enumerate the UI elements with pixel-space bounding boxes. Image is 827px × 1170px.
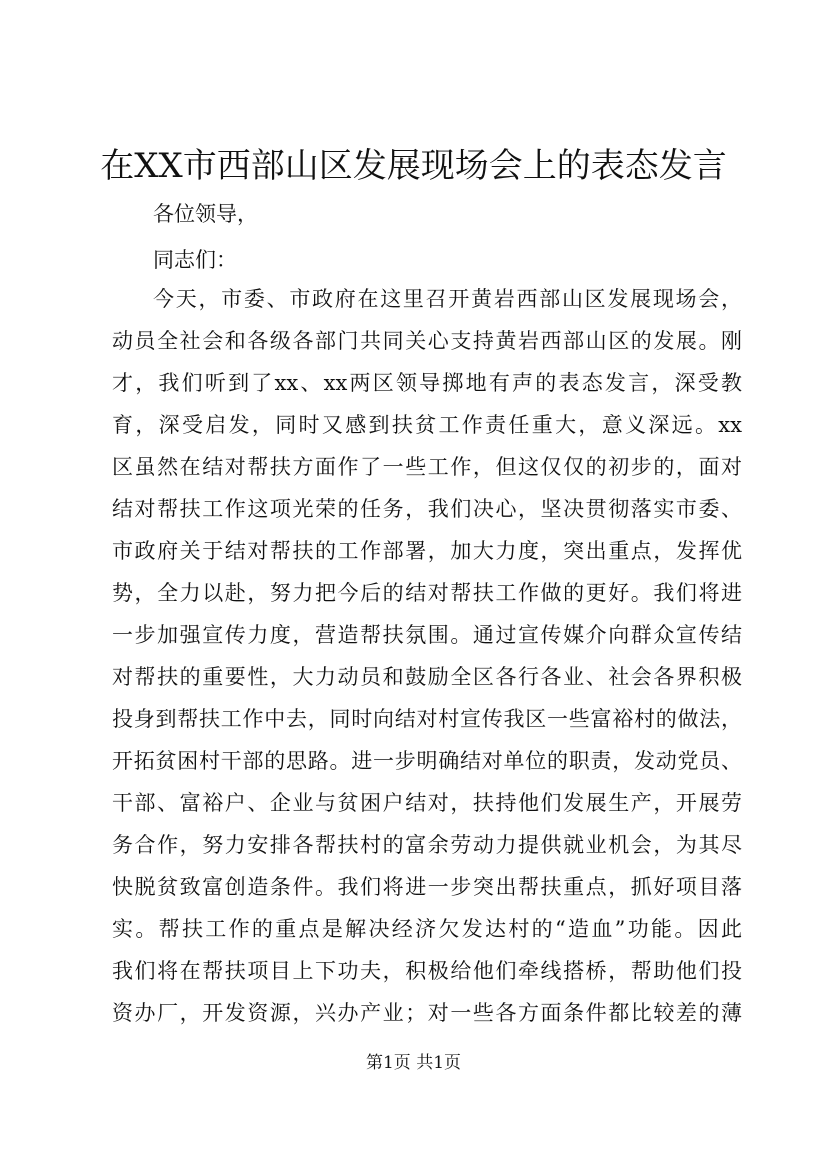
body-line: 干部、富裕户、企业与贫困户结对，扶持他们发展生产，开展劳 <box>112 791 742 815</box>
body-line: 今天，市委、市政府在这里召开黄岩西部山区发展现场会， <box>153 287 742 311</box>
salutation-leaders: 各位领导， <box>153 202 258 226</box>
salutation-comrades: 同志们： <box>153 248 237 272</box>
body-line: 一步加强宣传力度，营造帮扶氛围。通过宣传媒介向群众宣传结 <box>112 623 742 647</box>
body-line: 资办厂，开发资源，兴办产业；对一些各方面条件都比较差的薄 <box>112 1001 742 1025</box>
body-line: 才，我们听到了xx、xx两区领导掷地有声的表态发言，深受教 <box>112 371 742 395</box>
body-line: 区虽然在结对帮扶方面作了一些工作，但这仅仅的初步的，面对 <box>112 455 742 479</box>
body-line: 快脱贫致富创造条件。我们将进一步突出帮扶重点，抓好项目落 <box>112 875 742 899</box>
body-line: 动员全社会和各级各部门共同关心支持黄岩西部山区的发展。刚 <box>112 329 742 353</box>
body-line: 结对帮扶工作这项光荣的任务，我们决心，坚决贯彻落实市委、 <box>112 497 742 521</box>
body-line: 实。帮扶工作的重点是解决经济欠发达村的“造血”功能。因此 <box>112 917 742 941</box>
body-line: 投身到帮扶工作中去，同时向结对村宣传我区一些富裕村的做法， <box>112 707 742 731</box>
body-line: 开拓贫困村干部的思路。进一步明确结对单位的职责，发动党员、 <box>112 749 742 773</box>
body-line: 我们将在帮扶项目上下功夫，积极给他们牵线搭桥，帮助他们投 <box>112 959 742 983</box>
body-line: 务合作，努力安排各帮扶村的富余劳动力提供就业机会，为其尽 <box>112 833 742 857</box>
body-line: 势，全力以赴，努力把今后的结对帮扶工作做的更好。我们将进 <box>112 581 742 605</box>
page-footer: 第1页 共1页 <box>365 1053 462 1073</box>
body-line: 对帮扶的重要性，大力动员和鼓励全区各行各业、社会各界积极 <box>112 665 742 689</box>
body-line: 育，深受启发，同时又感到扶贫工作责任重大，意义深远。xx <box>112 413 742 437</box>
body-line: 市政府关于结对帮扶的工作部署，加大力度，突出重点，发挥优 <box>112 539 742 563</box>
document-title: 在XX市西部山区发展现场会上的表态发言 <box>100 146 727 186</box>
